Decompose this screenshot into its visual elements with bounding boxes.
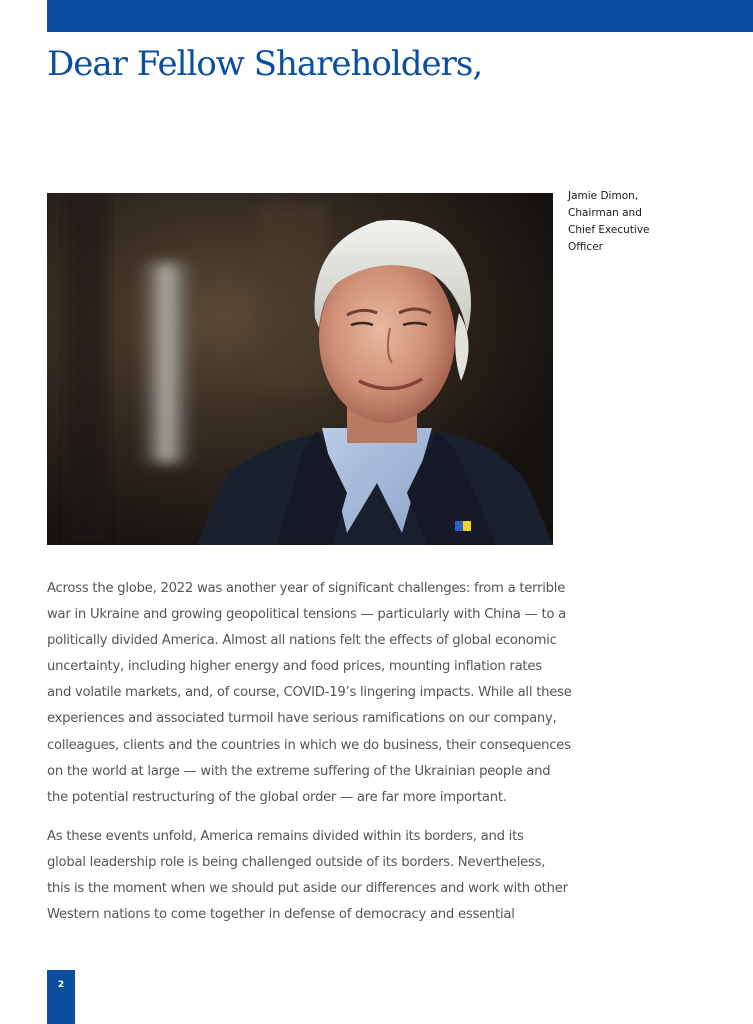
page-title: Dear Fellow Shareholders, [47,44,483,84]
text-line: colleagues, clients and the countries in which we do business, their consequences [47,737,571,753]
text-line: experiences and associated turmoil have serious ramifications on our company, [47,711,557,727]
top-accent-bar [47,0,753,32]
paragraph [47,824,568,928]
text-line: the potential restructuring of the global order — are far more important. [47,789,507,805]
letter-body [47,576,572,941]
page-number-tab [47,970,75,1024]
text-line: and volatile markets, and, of course, COVID-19’s lingering impacts. While all these [47,685,572,701]
photo-caption [568,188,688,256]
text-line: this is the moment when we should put aside our differences and work with other [47,881,568,897]
text-line: Western nations to come together in defense of democracy and essential [47,907,515,923]
text-line: politically divided America. Almost all nations felt the effects of global economic [47,633,557,649]
text-line: As these events unfold, America remains divided within its borders, and its [47,828,524,844]
caption-line: Jamie Dimon, [568,190,639,202]
text-line: on the world at large — with the extreme suffering of the Ukrainian people and [47,763,551,779]
text-line: war in Ukraine and growing geopolitical tensions — particularly with China — to a [47,607,566,623]
text-line: Across the globe, 2022 was another year of significant challenges: from a terrible [47,581,566,596]
caption-line: Chief Executive [568,224,650,236]
caption-line: Officer [568,241,603,253]
portrait-photo [47,193,553,545]
text-line: global leadership role is being challenged outside of its borders. Nevertheless, [47,854,546,870]
page-number: 2 [57,980,65,990]
text-line: uncertainty, including higher energy and food prices, mounting inflation rates [47,659,542,675]
caption-line: Chairman and [568,207,642,219]
paragraph [47,576,572,811]
